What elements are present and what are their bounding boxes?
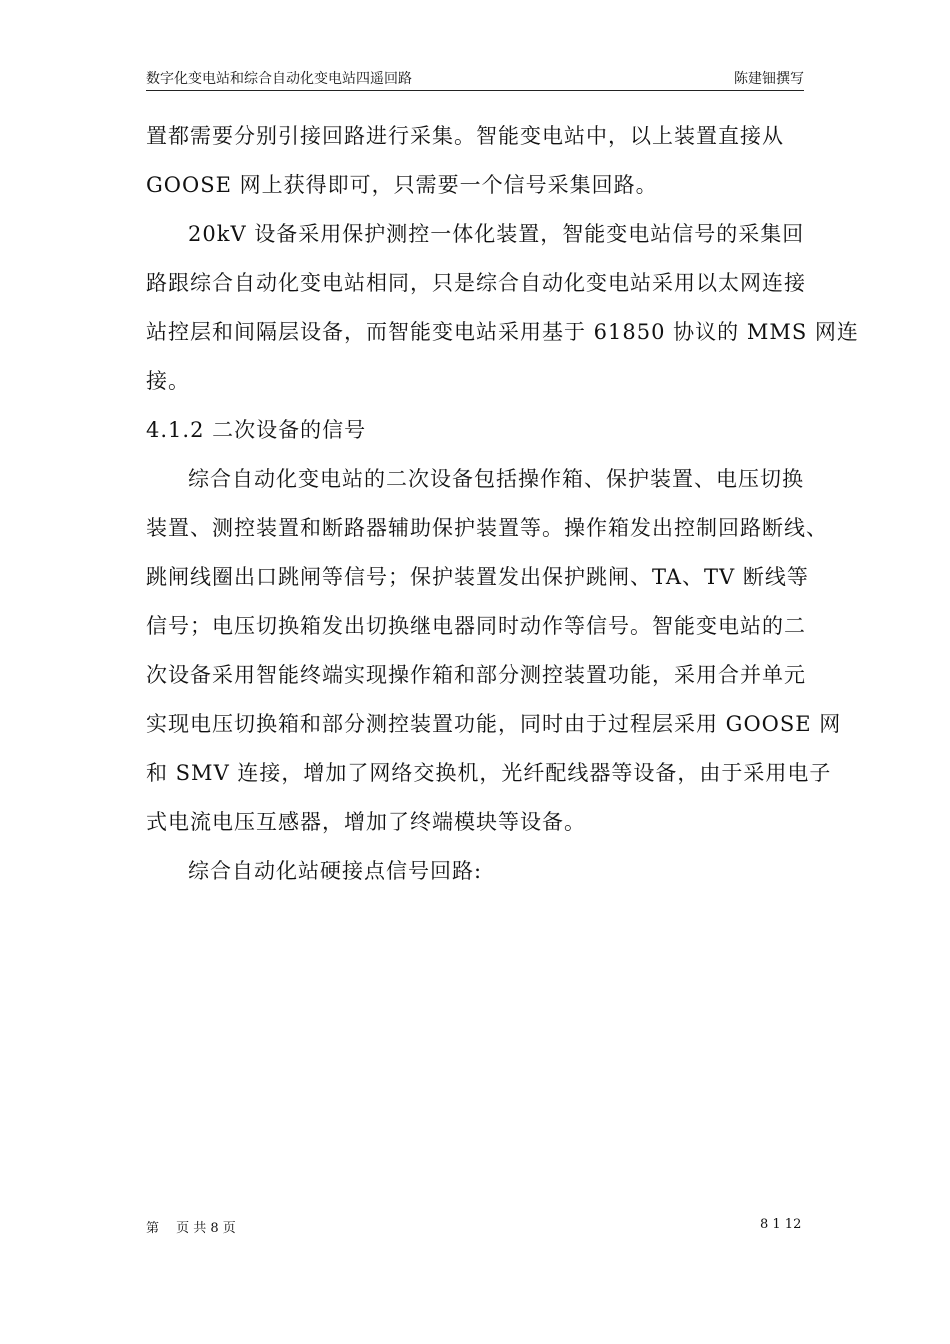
body-line: 综合自动化变电站的二次设备包括操作箱、保护装置、电压切换 [188, 467, 804, 491]
document-body [146, 112, 859, 896]
body-line: 20kV 设备采用保护测控一体化装置，智能变电站信号的采集回 [188, 222, 805, 246]
body-line: 实现电压切换箱和部分测控装置功能，同时由于过程层采用 GOOSE 网 [146, 712, 842, 736]
section-heading: 4.1.2 二次设备的信号 [146, 418, 367, 442]
body-line: 和 SMV 连接，增加了网络交换机，光纤配线器等设备，由于采用电子 [146, 761, 832, 785]
body-line: 路跟综合自动化变电站相同，只是综合自动化变电站采用以太网连接 [146, 271, 806, 295]
footer-page-number: 8 1 12 [760, 1217, 802, 1232]
body-line: GOOSE 网上获得即可，只需要一个信号采集回路。 [146, 173, 658, 197]
body-line: 置都需要分别引接回路进行采集。智能变电站中，以上装置直接从 [146, 124, 784, 148]
body-line: 装置、测控装置和断路器辅助保护装置等。操作箱发出控制回路断线、 [146, 516, 828, 540]
header-author: 陈建钿撰写 [734, 71, 804, 87]
header-title: 数字化变电站和综合自动化变电站四遥回路 [146, 71, 412, 87]
body-line: 接。 [146, 369, 190, 393]
page-header [146, 64, 804, 91]
footer-page-info: 第 页 共 8 页 [146, 1221, 236, 1236]
body-line: 次设备采用智能终端实现操作箱和部分测控装置功能，采用合并单元 [146, 663, 806, 687]
body-line: 综合自动化站硬接点信号回路: [188, 859, 483, 883]
body-line: 站控层和间隔层设备，而智能变电站采用基于 61850 协议的 MMS 网连 [146, 320, 859, 344]
body-line: 式电流电压互感器，增加了终端模块等设备。 [146, 810, 586, 834]
body-line: 跳闸线圈出口跳闸等信号；保护装置发出保护跳闸、TA、TV 断线等 [146, 565, 809, 589]
body-line: 信号；电压切换箱发出切换继电器同时动作等信号。智能变电站的二 [146, 614, 806, 638]
